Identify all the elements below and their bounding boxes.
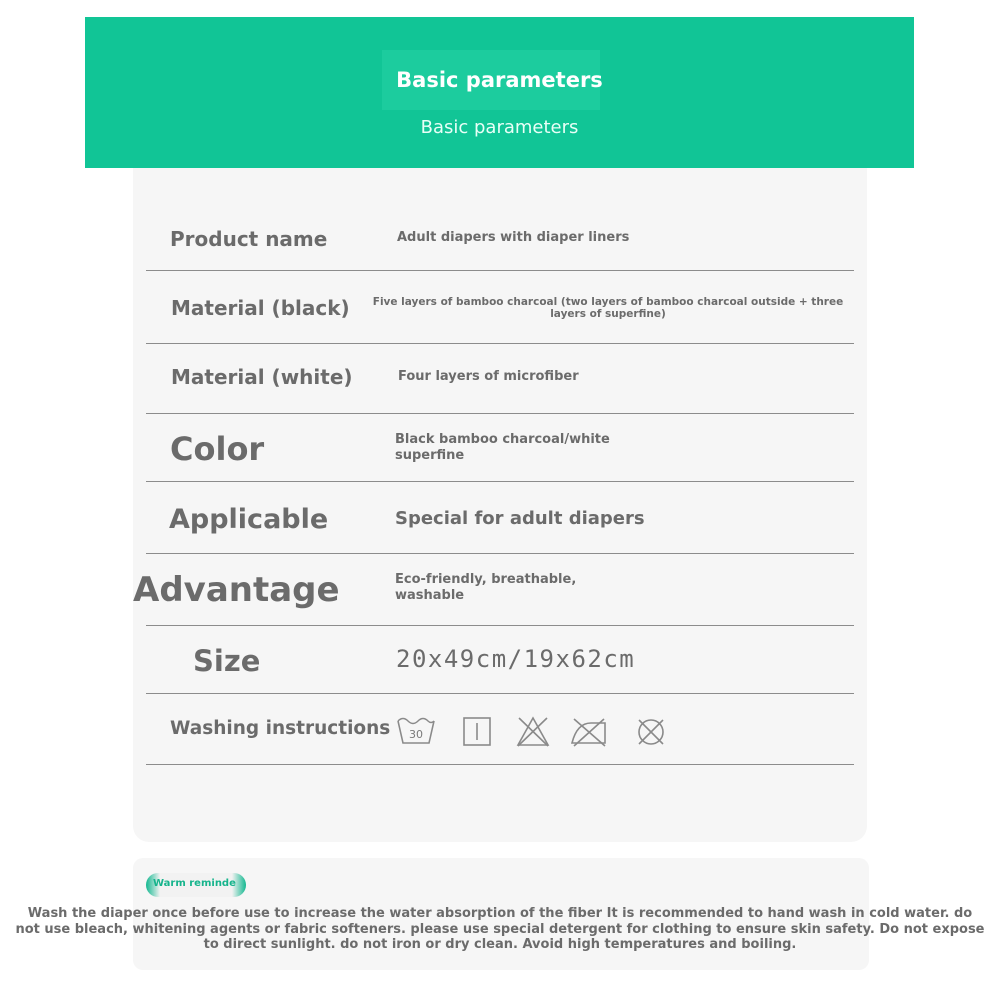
param-label-material-black: Material (black)	[171, 296, 350, 320]
param-label-washing-instructions: Washing instructions	[170, 718, 391, 739]
divider	[146, 270, 854, 271]
param-value-product-name: Adult diapers with diaper liners	[397, 230, 630, 245]
header-banner	[85, 17, 914, 168]
wash-30-icon	[395, 713, 437, 749]
param-value-size: 20x49cm/19x62cm	[396, 645, 636, 673]
param-label-color: Color	[170, 430, 265, 468]
divider	[146, 764, 854, 765]
page-subtitle: Basic parameters	[420, 117, 579, 138]
param-label-product-name: Product name	[170, 227, 328, 251]
line-dry-icon	[461, 713, 493, 749]
param-value-applicable: Special for adult diapers	[395, 508, 645, 529]
divider	[146, 625, 854, 626]
reminder-text: Wash the diaper once before use to increase the water absorption of the fiber It is recommended to hand wash in cold water. do not use bleach, whitening agents or fabric softeners. please use special detergent for clothing to ensure skin safety. Do not expose to direct sunlight. do not iron or dry clean. Avoid high temperatures and boiling.	[15, 906, 985, 952]
divider	[146, 413, 854, 414]
param-value-color: Black bamboo charcoal/white superfine	[395, 432, 610, 463]
reminder-badge	[142, 871, 248, 899]
param-label-size: Size	[193, 644, 261, 678]
wash-temp-label: 30	[409, 728, 423, 741]
divider	[146, 553, 854, 554]
divider	[146, 481, 854, 482]
param-value-advantage: Eco-friendly, breathable, washable	[395, 572, 577, 603]
param-label-material-white: Material (white)	[171, 365, 353, 389]
divider	[146, 693, 854, 694]
page-title: Basic parameters	[396, 68, 603, 92]
reminder-badge-label: Warm reminde	[153, 878, 236, 889]
divider	[146, 343, 854, 344]
no-dry-clean-icon	[633, 713, 669, 749]
no-iron-icon	[569, 713, 609, 749]
param-value-material-black: Five layers of bamboo charcoal (two layers of bamboo charcoal outside + three layers of superfine)	[372, 296, 844, 320]
washing-icons	[395, 713, 695, 753]
no-bleach-icon	[515, 713, 551, 749]
param-label-applicable: Applicable	[169, 504, 329, 535]
param-value-material-white: Four layers of microfiber	[398, 369, 579, 384]
param-label-advantage: Advantage	[133, 570, 340, 610]
